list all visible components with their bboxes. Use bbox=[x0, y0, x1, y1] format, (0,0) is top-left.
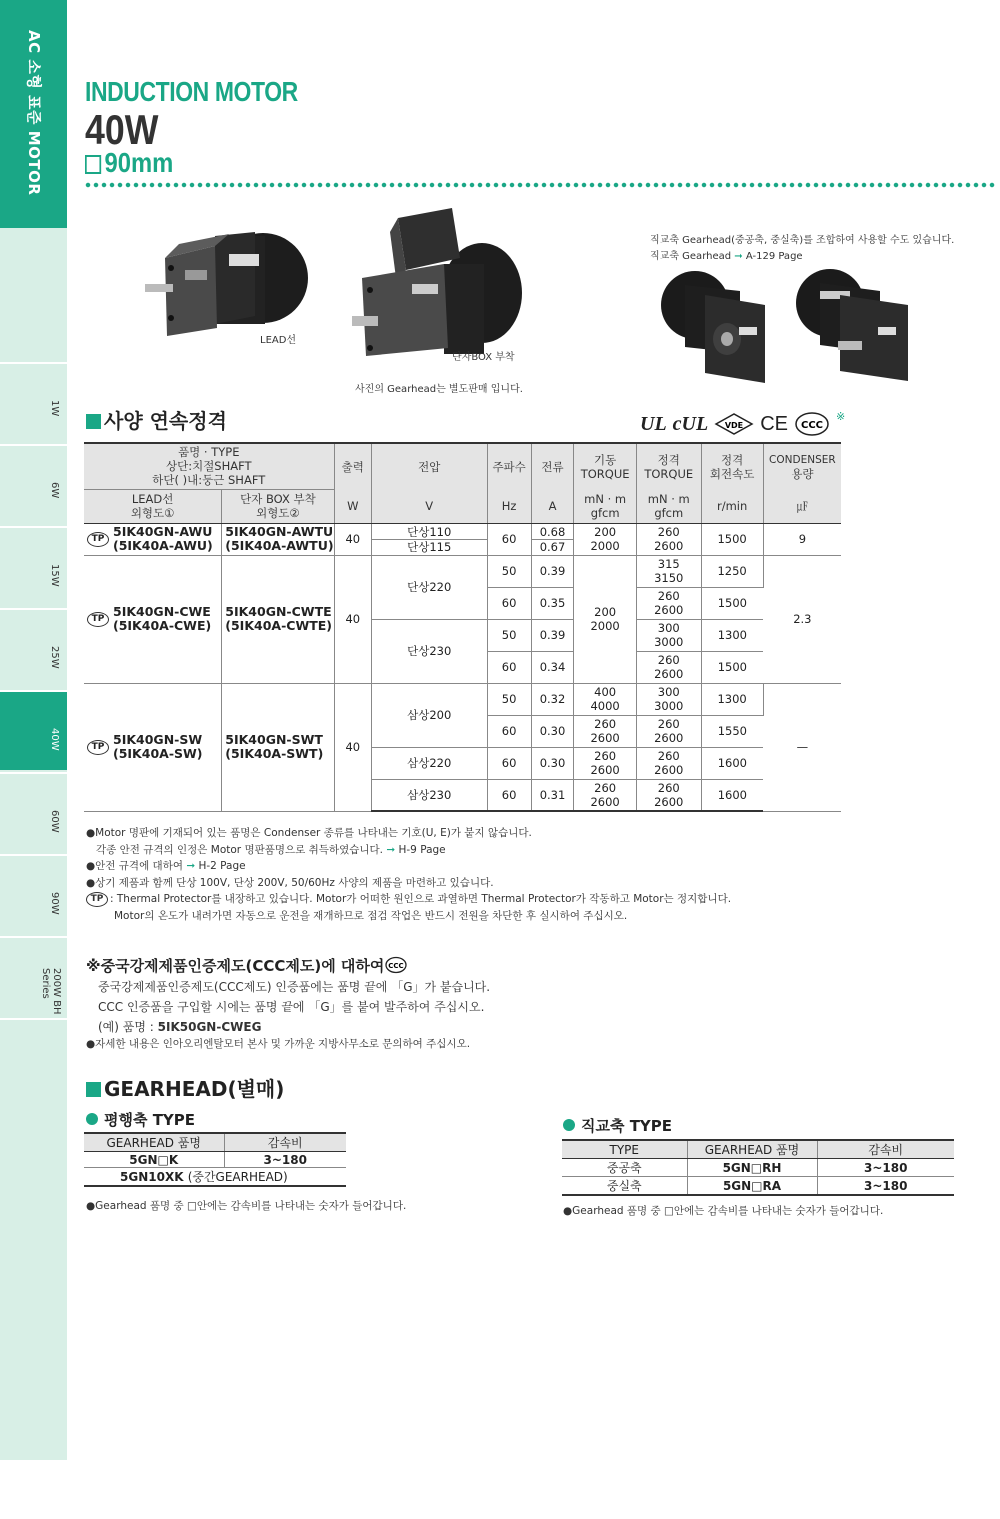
right-angle-type-title: 직교축 TYPE bbox=[563, 1115, 672, 1136]
table-row bbox=[562, 1177, 954, 1196]
gearhead-section-title: GEARHEAD(별매) bbox=[86, 1073, 284, 1102]
rated-torque-value: 300 3000 bbox=[636, 619, 701, 651]
parallel-type-title: 평행축 TYPE bbox=[86, 1109, 195, 1130]
certification-marks bbox=[640, 410, 845, 438]
parallel-gearhead-table bbox=[84, 1132, 346, 1187]
table-row bbox=[84, 523, 841, 555]
sidebar-tab-90w[interactable]: 90W bbox=[0, 854, 67, 934]
freq-value: 60 bbox=[487, 747, 531, 779]
frame-size: 90mm bbox=[85, 147, 173, 179]
freq-value: 60 bbox=[487, 715, 531, 747]
condenser-value: — bbox=[763, 683, 841, 811]
start-torque-header: 기동 TORQUE bbox=[574, 443, 637, 489]
voltage-value: 삼상220 bbox=[371, 747, 487, 779]
model-lead-sw: TP 5IK40GN-SW (5IK40A-SW) bbox=[84, 683, 222, 811]
rated-torque-value: 260 2600 bbox=[636, 587, 701, 619]
condenser-value: 9 bbox=[763, 523, 841, 555]
speed-value: 1250 bbox=[701, 555, 763, 587]
section-square-icon bbox=[86, 414, 101, 429]
dotted-divider bbox=[84, 182, 996, 188]
ccc-line-1: 중국강제제품인증제도(CCC제도) 인증품에는 품명 끝에 「G」가 붙습니다. bbox=[98, 980, 491, 994]
right-angle-note: 직교축 Gearhead(중공축, 중실축)를 조합하여 사용할 수도 있습니다. bbox=[650, 235, 955, 246]
cul-mark-icon: cUL bbox=[672, 412, 709, 435]
condenser-value: 2.3 bbox=[763, 555, 841, 683]
table-row bbox=[562, 1159, 954, 1177]
rated-torque-value: 300 3000 bbox=[636, 683, 701, 715]
output-value: 40 bbox=[334, 555, 371, 683]
start-torque-value: 400 4000 bbox=[574, 683, 637, 715]
table-row bbox=[84, 683, 841, 715]
output-header: 출력 bbox=[334, 443, 371, 489]
ra-header-ratio: 감속비 bbox=[817, 1140, 954, 1159]
table-row bbox=[84, 1168, 346, 1187]
vde-mark-icon bbox=[714, 413, 754, 435]
current-value: 0.32 bbox=[531, 683, 574, 715]
gear-type: 중실축 bbox=[562, 1177, 687, 1196]
model-header: 품명 · TYPE 상단:치절SHAFT 하단( )내:둥근 SHAFT bbox=[84, 443, 334, 489]
note-safety-standard: ●안전 규격에 대하여 ➞ H-2 Page bbox=[86, 860, 246, 872]
bullet-icon bbox=[86, 1113, 98, 1125]
current-value: 0.39 bbox=[531, 555, 574, 587]
parallel-header-ratio: 감속비 bbox=[224, 1133, 346, 1152]
right-angle-solid-image bbox=[790, 265, 915, 390]
right-angle-gearhead-table bbox=[562, 1139, 954, 1196]
note-condenser: ●Motor 명판에 기재되어 있는 품명은 Condenser 종류를 나타내는 기호(U, E)가 붙지 않습니다. bbox=[86, 827, 532, 839]
freq-value: 50 bbox=[487, 555, 531, 587]
speed-value: 1500 bbox=[701, 523, 763, 555]
gearhead-sold-separately-note: 사진의 Gearhead는 별도판매 입니다. bbox=[355, 384, 523, 395]
svg-text:CCC: CCC bbox=[388, 962, 405, 970]
output-value: 40 bbox=[334, 523, 371, 555]
thermal-protector-icon: TP bbox=[87, 612, 109, 627]
current-value: 0.30 bbox=[531, 715, 574, 747]
freq-value: 60 bbox=[487, 587, 531, 619]
start-torque-value: 200 2000 bbox=[574, 523, 637, 555]
current-value: 0.34 bbox=[531, 651, 574, 683]
sidebar-tab-6w[interactable]: 6W bbox=[0, 444, 67, 524]
freq-value: 50 bbox=[487, 683, 531, 715]
voltage-value: 삼상230 bbox=[371, 779, 487, 811]
sidebar-tab-15w[interactable]: 15W bbox=[0, 526, 67, 606]
gear-type: 중공축 bbox=[562, 1159, 687, 1177]
rated-torque-header: 정격 TORQUE bbox=[636, 443, 701, 489]
model-box-awtu: 5IK40GN-AWTU (5IK40A-AWTU) bbox=[222, 523, 334, 555]
ccc-example: (예) 품명 : 5IK50GN-CWEG bbox=[98, 1020, 262, 1034]
arrow-icon: ➞ bbox=[734, 251, 743, 262]
rated-torque-value: 260 2600 bbox=[636, 747, 701, 779]
current-value: 0.39 bbox=[531, 619, 574, 651]
page-title: 40W bbox=[85, 106, 159, 153]
gear-ratio: 3~180 bbox=[817, 1159, 954, 1177]
arrow-icon: ➞ bbox=[186, 860, 196, 872]
box-type-header: 단자 BOX 부착 외형도② bbox=[222, 489, 334, 523]
page-subtitle: INDUCTION MOTOR bbox=[85, 76, 298, 107]
parallel-gear-note: ●Gearhead 품명 중 □안에는 감속비를 나타내는 숫자가 들어갑니다. bbox=[86, 1200, 407, 1212]
cert-note-mark: ※ bbox=[836, 410, 846, 423]
speed-value: 1500 bbox=[701, 587, 763, 619]
start-torque-value: 260 2600 bbox=[574, 747, 637, 779]
sidebar-tab-40w[interactable]: 40W bbox=[0, 690, 67, 770]
rated-torque-value: 260 2600 bbox=[636, 779, 701, 811]
model-lead-awu: TP 5IK40GN-AWU (5IK40A-AWU) bbox=[84, 523, 222, 555]
ccc-mark-icon bbox=[384, 956, 408, 974]
lead-caption: LEAD선 bbox=[260, 335, 297, 346]
ul-mark-icon: UL bbox=[640, 412, 667, 435]
gear-ratio: 3~180 bbox=[224, 1152, 346, 1168]
freq-value: 60 bbox=[487, 779, 531, 811]
motor-lead-image bbox=[145, 218, 315, 338]
svg-text:VDE: VDE bbox=[725, 421, 744, 430]
gear-ratio: 3~180 bbox=[817, 1177, 954, 1196]
thermal-protector-icon: TP bbox=[86, 892, 108, 907]
speed-value: 1500 bbox=[701, 651, 763, 683]
voltage-value: 단상110 단상115 bbox=[371, 523, 487, 555]
gear-model: 5GN□RH bbox=[687, 1159, 817, 1177]
note-auto-restart: Motor의 온도가 내려가면 자동으로 운전을 재개하므로 점검 작업은 반드시 전원을 차단한 후 실시하여 주십시오. bbox=[114, 910, 628, 922]
sidebar-title: AC 소형 표준 MOTOR bbox=[25, 30, 43, 196]
sidebar-tab-60w[interactable]: 60W bbox=[0, 772, 67, 852]
current-value: 0.31 bbox=[531, 779, 574, 811]
rated-torque-value: 260 2600 bbox=[636, 715, 701, 747]
speed-value: 1300 bbox=[701, 683, 763, 715]
speed-value: 1550 bbox=[701, 715, 763, 747]
note-other-specs: ●상기 제품과 함께 단상 100V, 단상 200V, 50/60Hz 사양의 제품을 마련하고 있습니다. bbox=[86, 877, 494, 889]
current-unit: A bbox=[531, 489, 574, 523]
gear-model: 5GN□K bbox=[84, 1152, 224, 1168]
motor-box-image bbox=[352, 208, 522, 358]
start-torque-value: 200 2000 bbox=[574, 555, 637, 683]
note-thermal-protector: TP : Thermal Protector를 내장하고 있습니다. Motor가 어떠한 원인으로 과열하면 Thermal Protector가 작동하고 Motor는 정지합니다. bbox=[86, 891, 731, 907]
output-unit: W bbox=[334, 489, 371, 523]
ra-header-type: TYPE bbox=[562, 1140, 687, 1159]
rated-torque-value: 260 2600 bbox=[636, 651, 701, 683]
ccc-mark-icon bbox=[794, 411, 830, 437]
freq-header: 주파수 bbox=[487, 443, 531, 489]
voltage-header: 전압 bbox=[371, 443, 487, 489]
section-square-icon bbox=[86, 1082, 101, 1097]
square-icon bbox=[85, 155, 101, 174]
box-caption: 단자BOX 부착 bbox=[452, 352, 515, 363]
condenser-unit: ㎌ bbox=[763, 489, 841, 523]
speed-unit: r/min bbox=[701, 489, 763, 523]
current-value: 0.35 bbox=[531, 587, 574, 619]
voltage-unit: V bbox=[371, 489, 487, 523]
thermal-protector-icon: TP bbox=[87, 532, 109, 547]
freq-value: 60 bbox=[487, 523, 531, 555]
arrow-icon: ➞ bbox=[386, 844, 396, 856]
sidebar-tab-200w[interactable]: 200W BH Series bbox=[0, 936, 67, 1018]
freq-value: 50 bbox=[487, 619, 531, 651]
speed-value: 1600 bbox=[701, 779, 763, 811]
model-lead-cwe: TP 5IK40GN-CWE (5IK40A-CWE) bbox=[84, 555, 222, 683]
freq-value: 60 bbox=[487, 651, 531, 683]
start-torque-unit: mN · m gfcm bbox=[574, 489, 637, 523]
speed-value: 1300 bbox=[701, 619, 763, 651]
start-torque-value: 260 2600 bbox=[574, 779, 637, 811]
freq-unit: Hz bbox=[487, 489, 531, 523]
table-row bbox=[84, 1152, 346, 1168]
model-box-cwte: 5IK40GN-CWTE (5IK40A-CWTE) bbox=[222, 555, 334, 683]
ccc-contact-note: ●자세한 내용은 인아오리엔탈모터 본사 및 가까운 지방사무소로 문의하여 주십시오. bbox=[86, 1038, 471, 1050]
thermal-protector-icon: TP bbox=[87, 740, 109, 755]
rated-torque-value: 260 2600 bbox=[636, 523, 701, 555]
sidebar bbox=[0, 0, 67, 1460]
voltage-value: 삼상200 bbox=[371, 683, 487, 747]
condenser-header: CONDENSER 용량 bbox=[763, 443, 841, 489]
rated-torque-unit: mN · m gfcm bbox=[636, 489, 701, 523]
voltage-value: 단상220 bbox=[371, 555, 487, 619]
right-angle-ref: 직교축 Gearhead ➞ A-129 Page bbox=[650, 251, 803, 262]
voltage-value: 단상230 bbox=[371, 619, 487, 683]
spec-section-title: 사양 연속정격 bbox=[86, 405, 227, 434]
gear-model: 5GN□RA bbox=[687, 1177, 817, 1196]
sidebar-tab-25w[interactable]: 25W bbox=[0, 608, 67, 688]
page-ref-link[interactable]: A-129 Page bbox=[745, 251, 803, 262]
right-angle-gear-note: ●Gearhead 품명 중 □안에는 감속비를 나타내는 숫자가 들어갑니다. bbox=[563, 1205, 884, 1217]
spec-table bbox=[84, 442, 841, 812]
sidebar-tab-1w[interactable]: 1W bbox=[0, 362, 67, 442]
ccc-section-title: ※중국강제제품인증제도(CCC제도)에 대하여 CCC bbox=[86, 955, 408, 976]
ce-mark-icon: CE bbox=[760, 412, 789, 435]
current-value: 0.68 0.67 bbox=[531, 523, 574, 555]
ra-header-model: GEARHEAD 품명 bbox=[687, 1140, 817, 1159]
bullet-icon bbox=[563, 1119, 575, 1131]
current-value: 0.30 bbox=[531, 747, 574, 779]
sidebar-title-block bbox=[0, 0, 67, 228]
parallel-header-model: GEARHEAD 품명 bbox=[84, 1133, 224, 1152]
lead-type-header: LEAD선 외형도① bbox=[84, 489, 222, 523]
output-value: 40 bbox=[334, 683, 371, 811]
svg-text:CCC: CCC bbox=[801, 420, 824, 431]
speed-value: 1600 bbox=[701, 747, 763, 779]
page-ref-link[interactable]: H-2 Page bbox=[198, 860, 246, 872]
rated-speed-header: 정격 회전속도 bbox=[701, 443, 763, 489]
ccc-line-2: CCC 인증품을 구입할 시에는 품명 끝에 「G」를 붙여 발주하여 주십시오. bbox=[98, 1000, 485, 1014]
table-row bbox=[84, 555, 841, 587]
page-ref-link[interactable]: H-9 Page bbox=[398, 844, 446, 856]
right-angle-hollow-image bbox=[655, 265, 775, 390]
model-box-swt: 5IK40GN-SWT (5IK40A-SWT) bbox=[222, 683, 334, 811]
rated-torque-value: 315 3150 bbox=[636, 555, 701, 587]
intermediate-gearhead: 5GN10XK (중간GEARHEAD) bbox=[84, 1168, 346, 1187]
start-torque-value: 260 2600 bbox=[574, 715, 637, 747]
current-header: 전류 bbox=[531, 443, 574, 489]
sidebar-divider bbox=[0, 1018, 67, 1020]
note-safety-cert: 각종 안전 규격의 인정은 Motor 명판품명으로 취득하였습니다. ➞ H-9 Page bbox=[96, 844, 446, 856]
